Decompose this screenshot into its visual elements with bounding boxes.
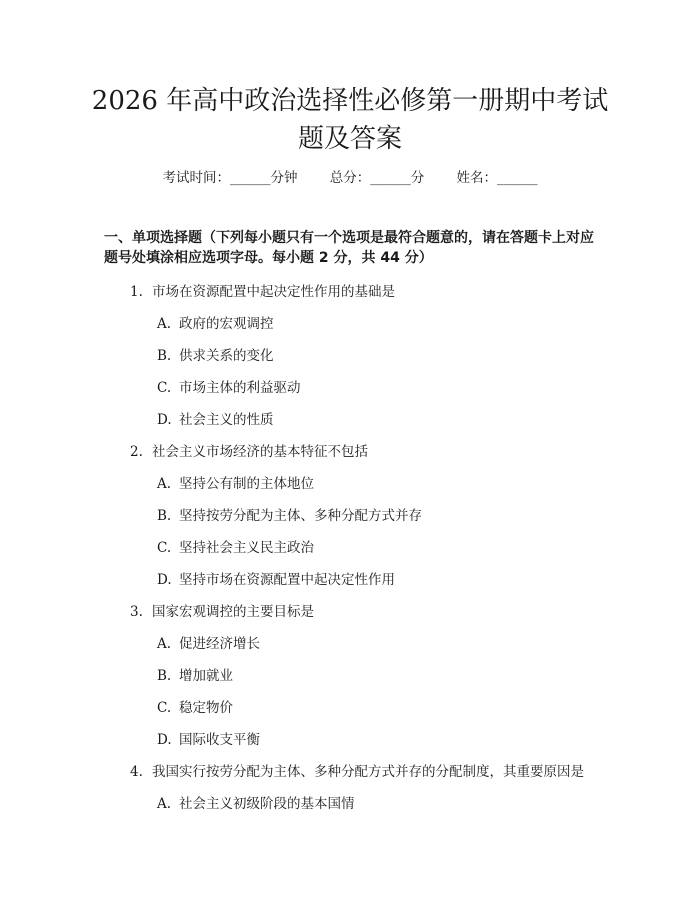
question-2 [130, 442, 368, 462]
option-text: 坚持社会主义民主政治 [179, 540, 314, 556]
option-2b [157, 506, 422, 526]
option-letter: D. [157, 572, 172, 588]
option-2d [157, 570, 395, 590]
section-heading-line-2: 题号处填涂相应选项字母。每小题 2 分，共 44 分） [104, 250, 433, 266]
option-letter: C. [157, 700, 172, 716]
option-text: 稳定物价 [179, 700, 233, 716]
question-number: 4. [130, 764, 143, 780]
question-text: 我国实行按劳分配为主体、多种分配方式并存的分配制度，其重要原因是 [152, 764, 584, 780]
option-text: 坚持公有制的主体地位 [179, 476, 314, 492]
option-text: 供求关系的变化 [179, 348, 274, 364]
option-text: 坚持按劳分配为主体、多种分配方式并存 [179, 508, 422, 524]
option-letter: C. [157, 380, 172, 396]
option-letter: B. [157, 668, 172, 684]
option-1b [157, 346, 274, 366]
option-text: 坚持市场在资源配置中起决定性作用 [179, 572, 395, 588]
option-letter: A. [157, 316, 172, 332]
student-name-field: 姓名：______ [456, 170, 538, 186]
option-1c [157, 378, 301, 398]
option-2a [157, 474, 314, 494]
section-heading [104, 228, 599, 268]
exam-title-line-2: 题及答案 [297, 124, 402, 154]
option-text: 社会主义的性质 [179, 412, 274, 428]
option-3d [157, 730, 260, 750]
option-3c [157, 698, 233, 718]
question-number: 2. [130, 444, 143, 460]
option-letter: D. [157, 412, 172, 428]
option-1d [157, 410, 274, 430]
question-3 [130, 602, 314, 622]
question-number: 3. [130, 604, 143, 620]
total-score-field: 总分：______分 [329, 170, 425, 186]
option-letter: B. [157, 348, 172, 364]
section-heading-line-1: 一、单项选择题（下列每小题只有一个选项是最符合题意的，请在答题卡上对应 [104, 230, 594, 246]
question-1 [130, 282, 395, 302]
option-letter: D. [157, 732, 172, 748]
question-text: 市场在资源配置中起决定性作用的基础是 [152, 284, 395, 300]
question-text: 国家宏观调控的主要目标是 [152, 604, 314, 620]
option-1a [157, 314, 274, 334]
option-text: 促进经济增长 [179, 636, 260, 652]
option-letter: A. [157, 476, 172, 492]
option-text: 国际收支平衡 [179, 732, 260, 748]
question-number: 1. [130, 284, 143, 300]
option-4a [157, 794, 355, 814]
option-3b [157, 666, 233, 686]
option-text: 政府的宏观调控 [179, 316, 274, 332]
option-text: 市场主体的利益驱动 [179, 380, 301, 396]
option-text: 增加就业 [179, 668, 233, 684]
option-letter: A. [157, 636, 172, 652]
question-text: 社会主义市场经济的基本特征不包括 [152, 444, 368, 460]
option-2c [157, 538, 314, 558]
exam-time-field: 考试时间：______分钟 [162, 170, 298, 186]
option-letter: C. [157, 540, 172, 556]
exam-title-line-1: 2026 年高中政治选择性必修第一册期中考试 [91, 86, 609, 116]
option-3a [157, 634, 260, 654]
exam-meta [0, 168, 700, 188]
option-letter: B. [157, 508, 172, 524]
option-text: 社会主义初级阶段的基本国情 [179, 796, 355, 812]
question-4 [130, 762, 584, 782]
option-letter: A. [157, 796, 172, 812]
